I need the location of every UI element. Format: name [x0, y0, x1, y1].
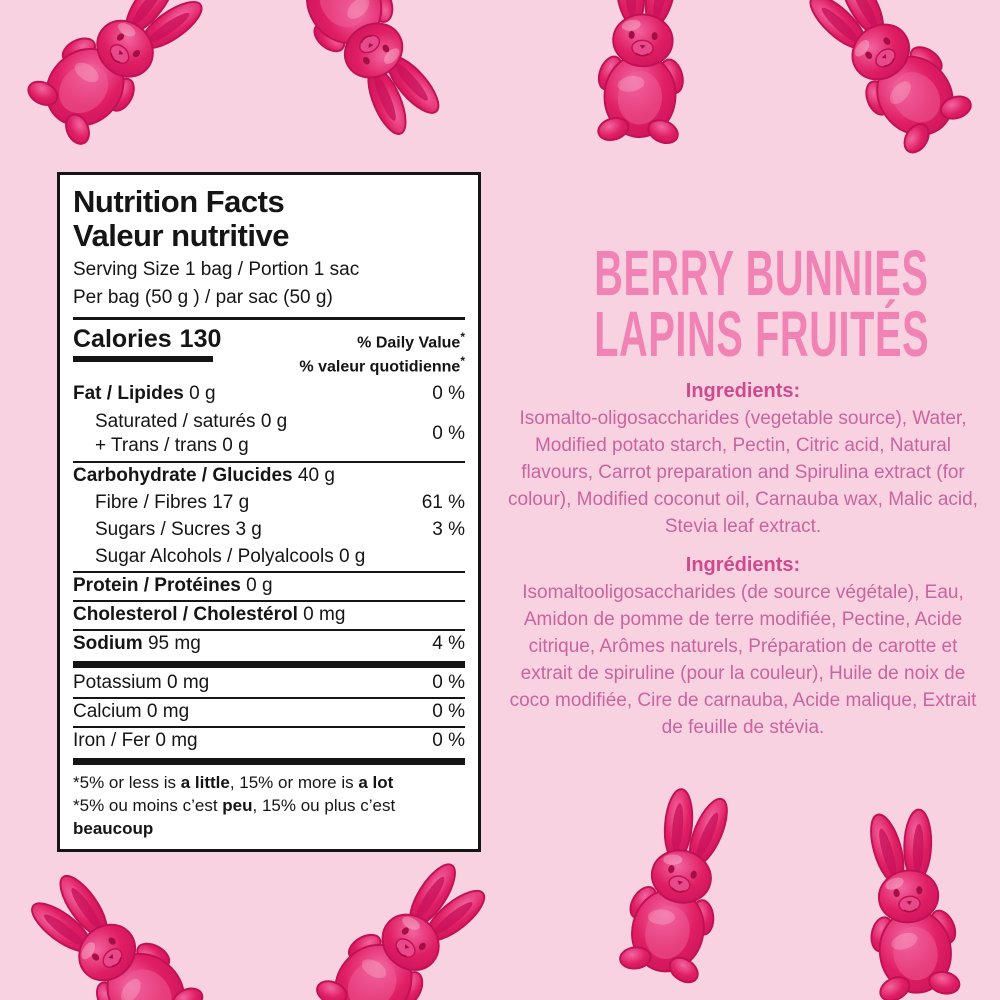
daily-value-fr: % valeur quotidienne — [299, 358, 461, 376]
nutrient-row-saturated-trans: Saturated / saturés 0 g + Trans / trans 0 g 0 % — [95, 411, 465, 457]
nutrient-row-fat: Fat / Lipides 0 g 0 % — [73, 383, 465, 405]
product-title — [594, 237, 930, 370]
calories-row — [73, 326, 465, 381]
nutrient-row-calcium: Calcium 0 mg 0 % — [73, 701, 465, 723]
nutrient-row-sugars: Sugars / Sucres 3 g 3 % — [95, 519, 465, 541]
footnote-en: *5% or less is a little, 15% or more is a lot — [73, 772, 394, 792]
nutrient-row-fibre: Fibre / Fibres 17 g 61 % — [95, 492, 465, 514]
thick-divider-bar — [73, 758, 465, 765]
footnote-star: * — [460, 330, 465, 344]
ingredients-fr-heading: Ingrédients: — [685, 554, 801, 576]
per-bag-line: Per bag (50 g ) / par sac (50 g) — [73, 287, 333, 308]
ingredients-en-heading: Ingredients: — [685, 380, 801, 402]
divider — [73, 317, 465, 320]
ingredients-en-body: Isomalto-oligosaccharides (vegetable source), Water, Modified potato starch, Pectin, Citric acid, Natural flavours, Carrot preparation and Spirulina extract (for colour), Modified coconut oil, Carnauba wax, Malic acid, Stevia leaf extract. — [508, 408, 978, 537]
serving-size-line: Serving Size 1 bag / Portion 1 sac — [73, 259, 360, 280]
gummy-bunny-image — [600, 777, 758, 991]
gummy-bunny-image — [580, 0, 705, 147]
gummy-bunny-image — [270, 0, 469, 156]
gummy-bunny-image — [781, 0, 990, 169]
nutrient-row-potassium: Potassium 0 mg 0 % — [73, 672, 465, 694]
footnote-fr: *5% ou moins c’est peu, 15% ou plus c’est beaucoup — [73, 795, 396, 838]
daily-value-header — [299, 326, 465, 377]
nutrition-facts-title-fr: Valeur nutritive — [73, 218, 289, 253]
footnote-star: * — [460, 354, 465, 369]
gummy-bunny-image — [4, 849, 220, 1000]
nutrient-row-sodium: Sodium 95 mg 4 % — [73, 633, 465, 655]
thick-divider-bar — [73, 661, 465, 668]
nutrition-facts-title-en: Nutrition Facts — [73, 184, 285, 219]
product-title-fr: LAPINS FRUITÉS — [594, 298, 930, 370]
calories-underline-bar — [73, 356, 213, 362]
nutrient-row-carbohydrate: Carbohydrate / Glucides 40 g — [73, 465, 335, 487]
ingredients-fr-body: Isomaltooligosaccharides (de source végétale), Eau, Amidon de pomme de terre modifiée, Pectine, Acide citrique, Arômes naturels, Préparation de carotte et extrait de spiruline (pour la couleur), Huile de noix de coco modifiée, Cire de carnauba, Acide malique, Extrait de feuille de stévia. — [509, 582, 977, 738]
daily-value-en: % Daily Value — [357, 334, 461, 352]
gummy-bunny-image — [299, 838, 513, 1000]
calories-block — [73, 326, 221, 362]
product-title-en: BERRY BUNNIES — [594, 237, 929, 309]
nutrition-facts-label — [57, 172, 481, 852]
nutrient-row-sugar-alcohols: Sugar Alcohols / Polyalcools 0 g — [95, 546, 366, 568]
gummy-bunny-image — [11, 0, 229, 162]
nutrient-row-cholesterol: Cholesterol / Cholestérol 0 mg — [73, 604, 346, 626]
calories-label: Calories — [73, 325, 172, 353]
ingredients-fr-section — [503, 552, 983, 741]
ingredients-en-section — [503, 378, 983, 540]
nutrient-row-protein: Protein / Protéines 0 g — [73, 575, 273, 597]
nutrient-row-iron: Iron / Fer 0 mg 0 % — [73, 730, 465, 752]
calories-value: 130 — [179, 325, 222, 353]
gummy-bunny-image — [841, 802, 979, 1000]
